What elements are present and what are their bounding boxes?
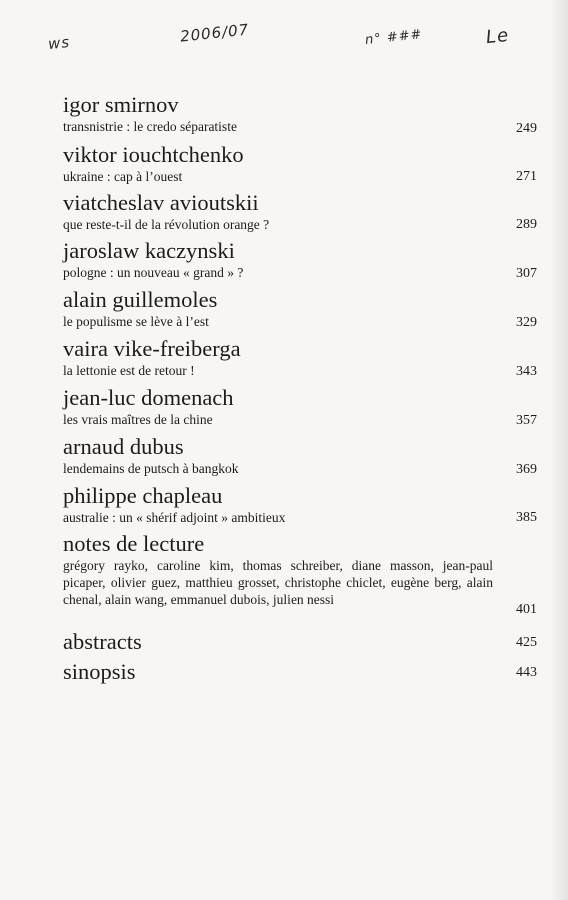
toc-page-number: 249 bbox=[516, 121, 537, 136]
toc-page-number: 443 bbox=[516, 665, 537, 680]
toc-entry bbox=[63, 92, 537, 142]
toc-subtitle: lendemains de putsch à bangkok bbox=[63, 461, 239, 476]
toc-page-number: 385 bbox=[516, 510, 537, 525]
toc-author: jean-luc domenach bbox=[63, 385, 234, 410]
toc-author: philippe chapleau bbox=[63, 483, 223, 508]
toc-page-number: 369 bbox=[516, 462, 537, 477]
toc-subtitle: australie : un « shérif adjoint » ambitieux bbox=[63, 510, 286, 525]
toc-subtitle: le populisme se lève à l’est bbox=[63, 314, 209, 329]
toc-page-number: 307 bbox=[516, 266, 537, 281]
toc-subtitle: transnistrie : le credo séparatiste bbox=[63, 119, 237, 134]
toc-page-number: 289 bbox=[516, 217, 537, 232]
toc-entry bbox=[63, 385, 537, 434]
toc-entry bbox=[63, 142, 537, 190]
toc-entry bbox=[63, 238, 537, 287]
handwritten-left-mark: ws bbox=[47, 32, 71, 54]
toc-author: viktor iouchtchenko bbox=[63, 142, 244, 167]
toc-entry-notes bbox=[63, 531, 537, 627]
toc-entry bbox=[63, 483, 537, 531]
toc-page-number: 425 bbox=[516, 635, 537, 650]
handwritten-date: 2006/07 bbox=[179, 20, 251, 46]
abstracts-title: abstracts bbox=[63, 629, 142, 654]
toc-subtitle: ukraine : cap à l’ouest bbox=[63, 169, 183, 184]
page-edge-shadow bbox=[550, 0, 568, 900]
toc-author: jaroslaw kaczynski bbox=[63, 238, 235, 263]
sinopsis-title: sinopsis bbox=[63, 659, 136, 684]
toc-page-number: 329 bbox=[516, 315, 537, 330]
toc-author: alain guillemoles bbox=[63, 287, 218, 312]
toc-author: arnaud dubus bbox=[63, 434, 184, 459]
handwritten-right-mark: Le bbox=[484, 24, 511, 49]
toc-entry bbox=[63, 336, 537, 385]
toc-entry-sinopsis bbox=[63, 657, 537, 687]
toc-author: igor smirnov bbox=[63, 92, 179, 117]
handwritten-number: n° ### bbox=[364, 27, 424, 48]
toc-subtitle: les vrais maîtres de la chine bbox=[63, 412, 213, 427]
toc-subtitle: que reste-t-il de la révolution orange ? bbox=[63, 217, 270, 232]
toc-entry bbox=[63, 190, 537, 238]
toc-entry bbox=[63, 287, 537, 336]
toc-author: viatcheslav avioutskii bbox=[63, 190, 259, 215]
toc-page-number: 401 bbox=[516, 602, 537, 617]
toc-author: vaira vike-freiberga bbox=[63, 336, 241, 361]
toc-page-number: 271 bbox=[516, 169, 537, 184]
toc-subtitle: la lettonie est de retour ! bbox=[63, 363, 195, 378]
table-of-contents bbox=[63, 92, 537, 687]
toc-subtitle: pologne : un nouveau « grand » ? bbox=[63, 265, 244, 280]
toc-page-number: 343 bbox=[516, 364, 537, 379]
notes-title: notes de lecture bbox=[63, 531, 205, 556]
toc-entry-abstracts bbox=[63, 627, 537, 657]
notes-contributors: grégory rayko, caroline kim, thomas schreiber, diane masson, jean-paul picaper, olivier guez, matthieu grosset, christophe chiclet, eugène berg, alain chenal, alain wang, emmanuel dubois, julien nessi bbox=[63, 558, 493, 607]
toc-entry bbox=[63, 434, 537, 483]
toc-page-number: 357 bbox=[516, 413, 537, 428]
